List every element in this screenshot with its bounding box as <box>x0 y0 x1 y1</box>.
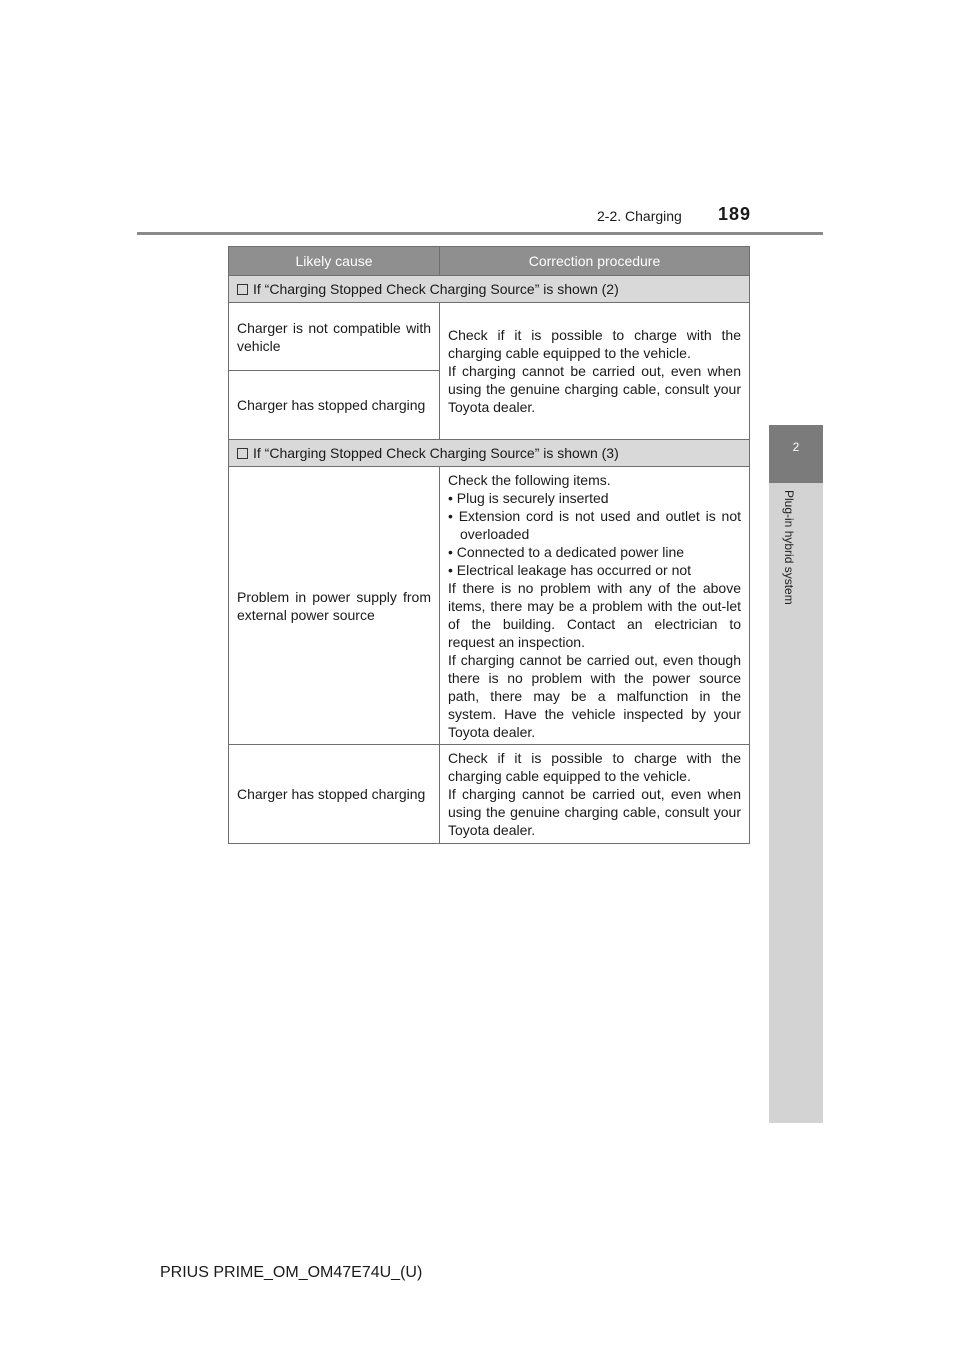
page-number: 189 <box>718 204 752 224</box>
section-row <box>229 276 750 303</box>
procedure-cell <box>440 303 750 440</box>
procedure-cell <box>440 745 750 844</box>
cause-cell: Problem in power supply from external power source <box>229 467 440 745</box>
procedure-text: If charging cannot be carried out, even when using the genuine charging cable, consult your Toyota dealer. <box>448 363 741 415</box>
document-footer: PRIUS PRIME_OM_OM47E74U_(U) <box>160 1264 423 1281</box>
procedure-text: Check the following items. <box>448 471 611 488</box>
table-row <box>229 467 750 745</box>
procedure-text: If charging cannot be carried out, even when using the genuine charging cable, consult your Toyota dealer. <box>448 786 741 838</box>
chapter-tab <box>769 425 823 483</box>
table-row <box>229 303 750 371</box>
cause-cell: Charger is not compatible with vehicle <box>229 303 440 371</box>
section-title-text: If “Charging Stopped Check Charging Source” is shown (2) <box>253 281 619 297</box>
checkbox-bullet-icon <box>237 284 248 295</box>
procedure-bullet: • Extension cord is not used and outlet is not overloaded <box>448 507 741 542</box>
procedure-bullet: • Plug is securely inserted <box>448 489 609 506</box>
section-heading <box>229 276 750 303</box>
procedure-bullet: • Connected to a dedicated power line <box>448 543 685 560</box>
chapter-number: 2 <box>792 440 800 454</box>
chapter-strip <box>769 483 823 1123</box>
table-row <box>229 745 750 844</box>
procedure-text: If there is no problem with any of the above items, there may be a problem with the out-let of the building. Contact an electrician to request an inspection. <box>448 579 741 650</box>
column-header-cause: Likely cause <box>229 247 440 276</box>
section-title: 2-2. Charging <box>597 208 682 224</box>
table-header-row <box>229 247 750 276</box>
procedure-text: Check if it is possible to charge with the charging cable equipped to the vehicle. <box>448 327 741 361</box>
cause-cell: Charger has stopped charging <box>229 745 440 844</box>
procedure-text: Check if it is possible to charge with the charging cable equipped to the vehicle. <box>448 750 741 784</box>
cause-cell: Charger has stopped charging <box>229 371 440 440</box>
section-row <box>229 440 750 467</box>
column-header-procedure: Correction procedure <box>440 247 750 276</box>
checkbox-bullet-icon <box>237 448 248 459</box>
troubleshooting-table <box>228 246 750 844</box>
procedure-text: If charging cannot be carried out, even though there is no problem with the power source path, there may be a malfunction in the system. Have the vehicle inspected by your Toyota dealer. <box>448 651 741 740</box>
section-heading <box>229 440 750 467</box>
chapter-label: Plug-in hybrid system <box>782 490 796 605</box>
procedure-cell <box>440 467 750 745</box>
section-title-text: If “Charging Stopped Check Charging Source” is shown (3) <box>253 445 619 461</box>
procedure-bullet: • Electrical leakage has occurred or not <box>448 561 692 578</box>
header-rule <box>137 232 823 235</box>
